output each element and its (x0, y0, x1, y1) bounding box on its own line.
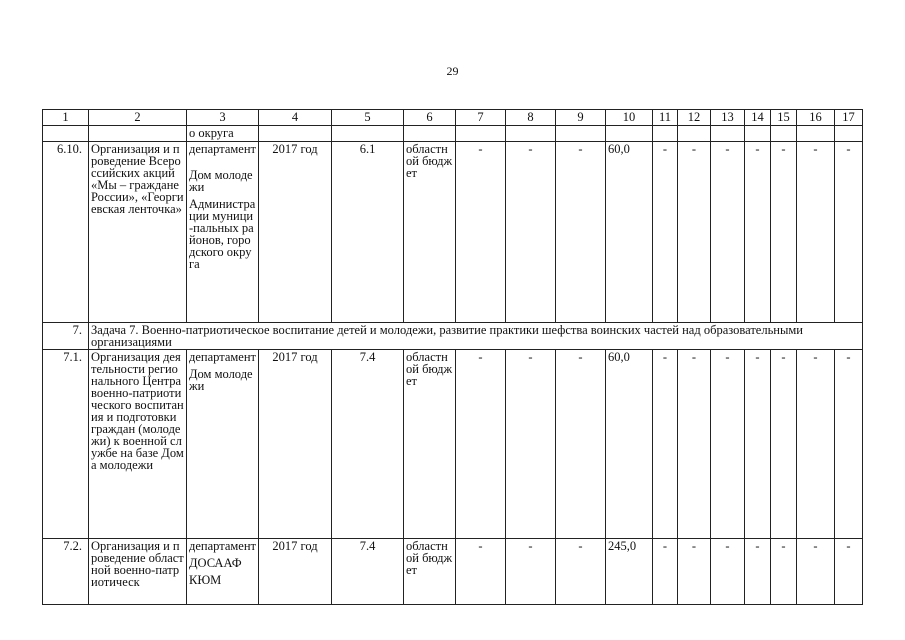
amount-c17: - (835, 142, 863, 323)
col-number: 11 (653, 110, 678, 126)
amount-c10: 245,0 (606, 539, 653, 605)
col-number: 6 (404, 110, 456, 126)
col-number: 4 (259, 110, 332, 126)
executor-item: Администрации муници-пальных районов, городского округа (189, 197, 256, 271)
funding-source: областной бюджет (404, 142, 456, 323)
amount-c7: - (456, 142, 506, 323)
amount-c16: - (797, 350, 835, 539)
amount-c14: - (745, 539, 771, 605)
executor-item: ДОСААФ (189, 556, 242, 570)
executor (187, 350, 259, 539)
activity-name: Организация и проведение областной военно-патриотическ (89, 539, 187, 605)
col-number: 17 (835, 110, 863, 126)
amount-c14: - (745, 142, 771, 323)
col-number: 8 (506, 110, 556, 126)
row-number: 7.1. (43, 350, 89, 539)
col-number: 5 (332, 110, 404, 126)
page-number: 29 (446, 64, 459, 78)
amount-c12: - (678, 539, 711, 605)
amount-c13: - (711, 539, 745, 605)
amount-c7: - (456, 350, 506, 539)
amount-c15: - (771, 142, 797, 323)
amount-c10: 60,0 (606, 142, 653, 323)
executor (187, 539, 259, 605)
amount-c11: - (653, 539, 678, 605)
amount-c7: - (456, 539, 506, 605)
amount-c15: - (771, 539, 797, 605)
indicator-ref: 7.4 (332, 539, 404, 605)
col-number: 7 (456, 110, 506, 126)
col-number: 15 (771, 110, 797, 126)
col-number: 16 (797, 110, 835, 126)
program-table (42, 109, 863, 605)
column-number-row (43, 110, 863, 126)
table-row (43, 350, 863, 539)
amount-c11: - (653, 350, 678, 539)
executor-item: департамент (189, 350, 257, 364)
row-number: 7. (43, 323, 89, 350)
indicator-ref: 6.1 (332, 142, 404, 323)
task-title: Задача 7. Военно-патриотическое воспитание детей и молодежи, развитие практики шефства воинских частей над образовательными организациями (89, 323, 863, 350)
amount-c16: - (797, 142, 835, 323)
executor-item: Дом молодежи (189, 168, 253, 194)
col-number: 14 (745, 110, 771, 126)
col-number: 9 (556, 110, 606, 126)
amount-c17: - (835, 350, 863, 539)
table-row (43, 142, 863, 323)
amount-c8: - (506, 539, 556, 605)
amount-c14: - (745, 350, 771, 539)
executor-item: КЮМ (189, 573, 222, 587)
activity-name: Организация и проведение Всероссийских акций «Мы – граждане России», «Георгиевская ленточка» (89, 142, 187, 323)
period: 2017 год (259, 142, 332, 323)
col-number: 10 (606, 110, 653, 126)
amount-c9: - (556, 350, 606, 539)
row-number: 6.10. (43, 142, 89, 323)
col-number: 3 (187, 110, 259, 126)
amount-c13: - (711, 142, 745, 323)
amount-c12: - (678, 350, 711, 539)
col-number: 12 (678, 110, 711, 126)
amount-c9: - (556, 539, 606, 605)
funding-source: областной бюджет (404, 539, 456, 605)
indicator-ref: 7.4 (332, 350, 404, 539)
amount-c8: - (506, 142, 556, 323)
executor (187, 142, 259, 323)
amount-c16: - (797, 539, 835, 605)
col-number: 13 (711, 110, 745, 126)
executor-continuation: о округа (187, 126, 259, 142)
amount-c11: - (653, 142, 678, 323)
continuation-row (43, 126, 863, 142)
task-row (43, 323, 863, 350)
amount-c12: - (678, 142, 711, 323)
executor-item: Дом молодежи (189, 367, 253, 393)
col-number: 2 (89, 110, 187, 126)
row-number: 7.2. (43, 539, 89, 605)
amount-c15: - (771, 350, 797, 539)
period: 2017 год (259, 350, 332, 539)
amount-c8: - (506, 350, 556, 539)
funding-source: областной бюджет (404, 350, 456, 539)
amount-c10: 60,0 (606, 350, 653, 539)
amount-c13: - (711, 350, 745, 539)
amount-c17: - (835, 539, 863, 605)
executor-item: департамент (189, 142, 257, 156)
col-number: 1 (43, 110, 89, 126)
activity-name: Организация деятельности регионального Центра военно-патриотического воспитания и подготовки граждан (молодежи) к военной службе на базе Дома молодежи (89, 350, 187, 539)
executor-item: департамент (189, 539, 257, 553)
period: 2017 год (259, 539, 332, 605)
table-row (43, 539, 863, 605)
amount-c9: - (556, 142, 606, 323)
